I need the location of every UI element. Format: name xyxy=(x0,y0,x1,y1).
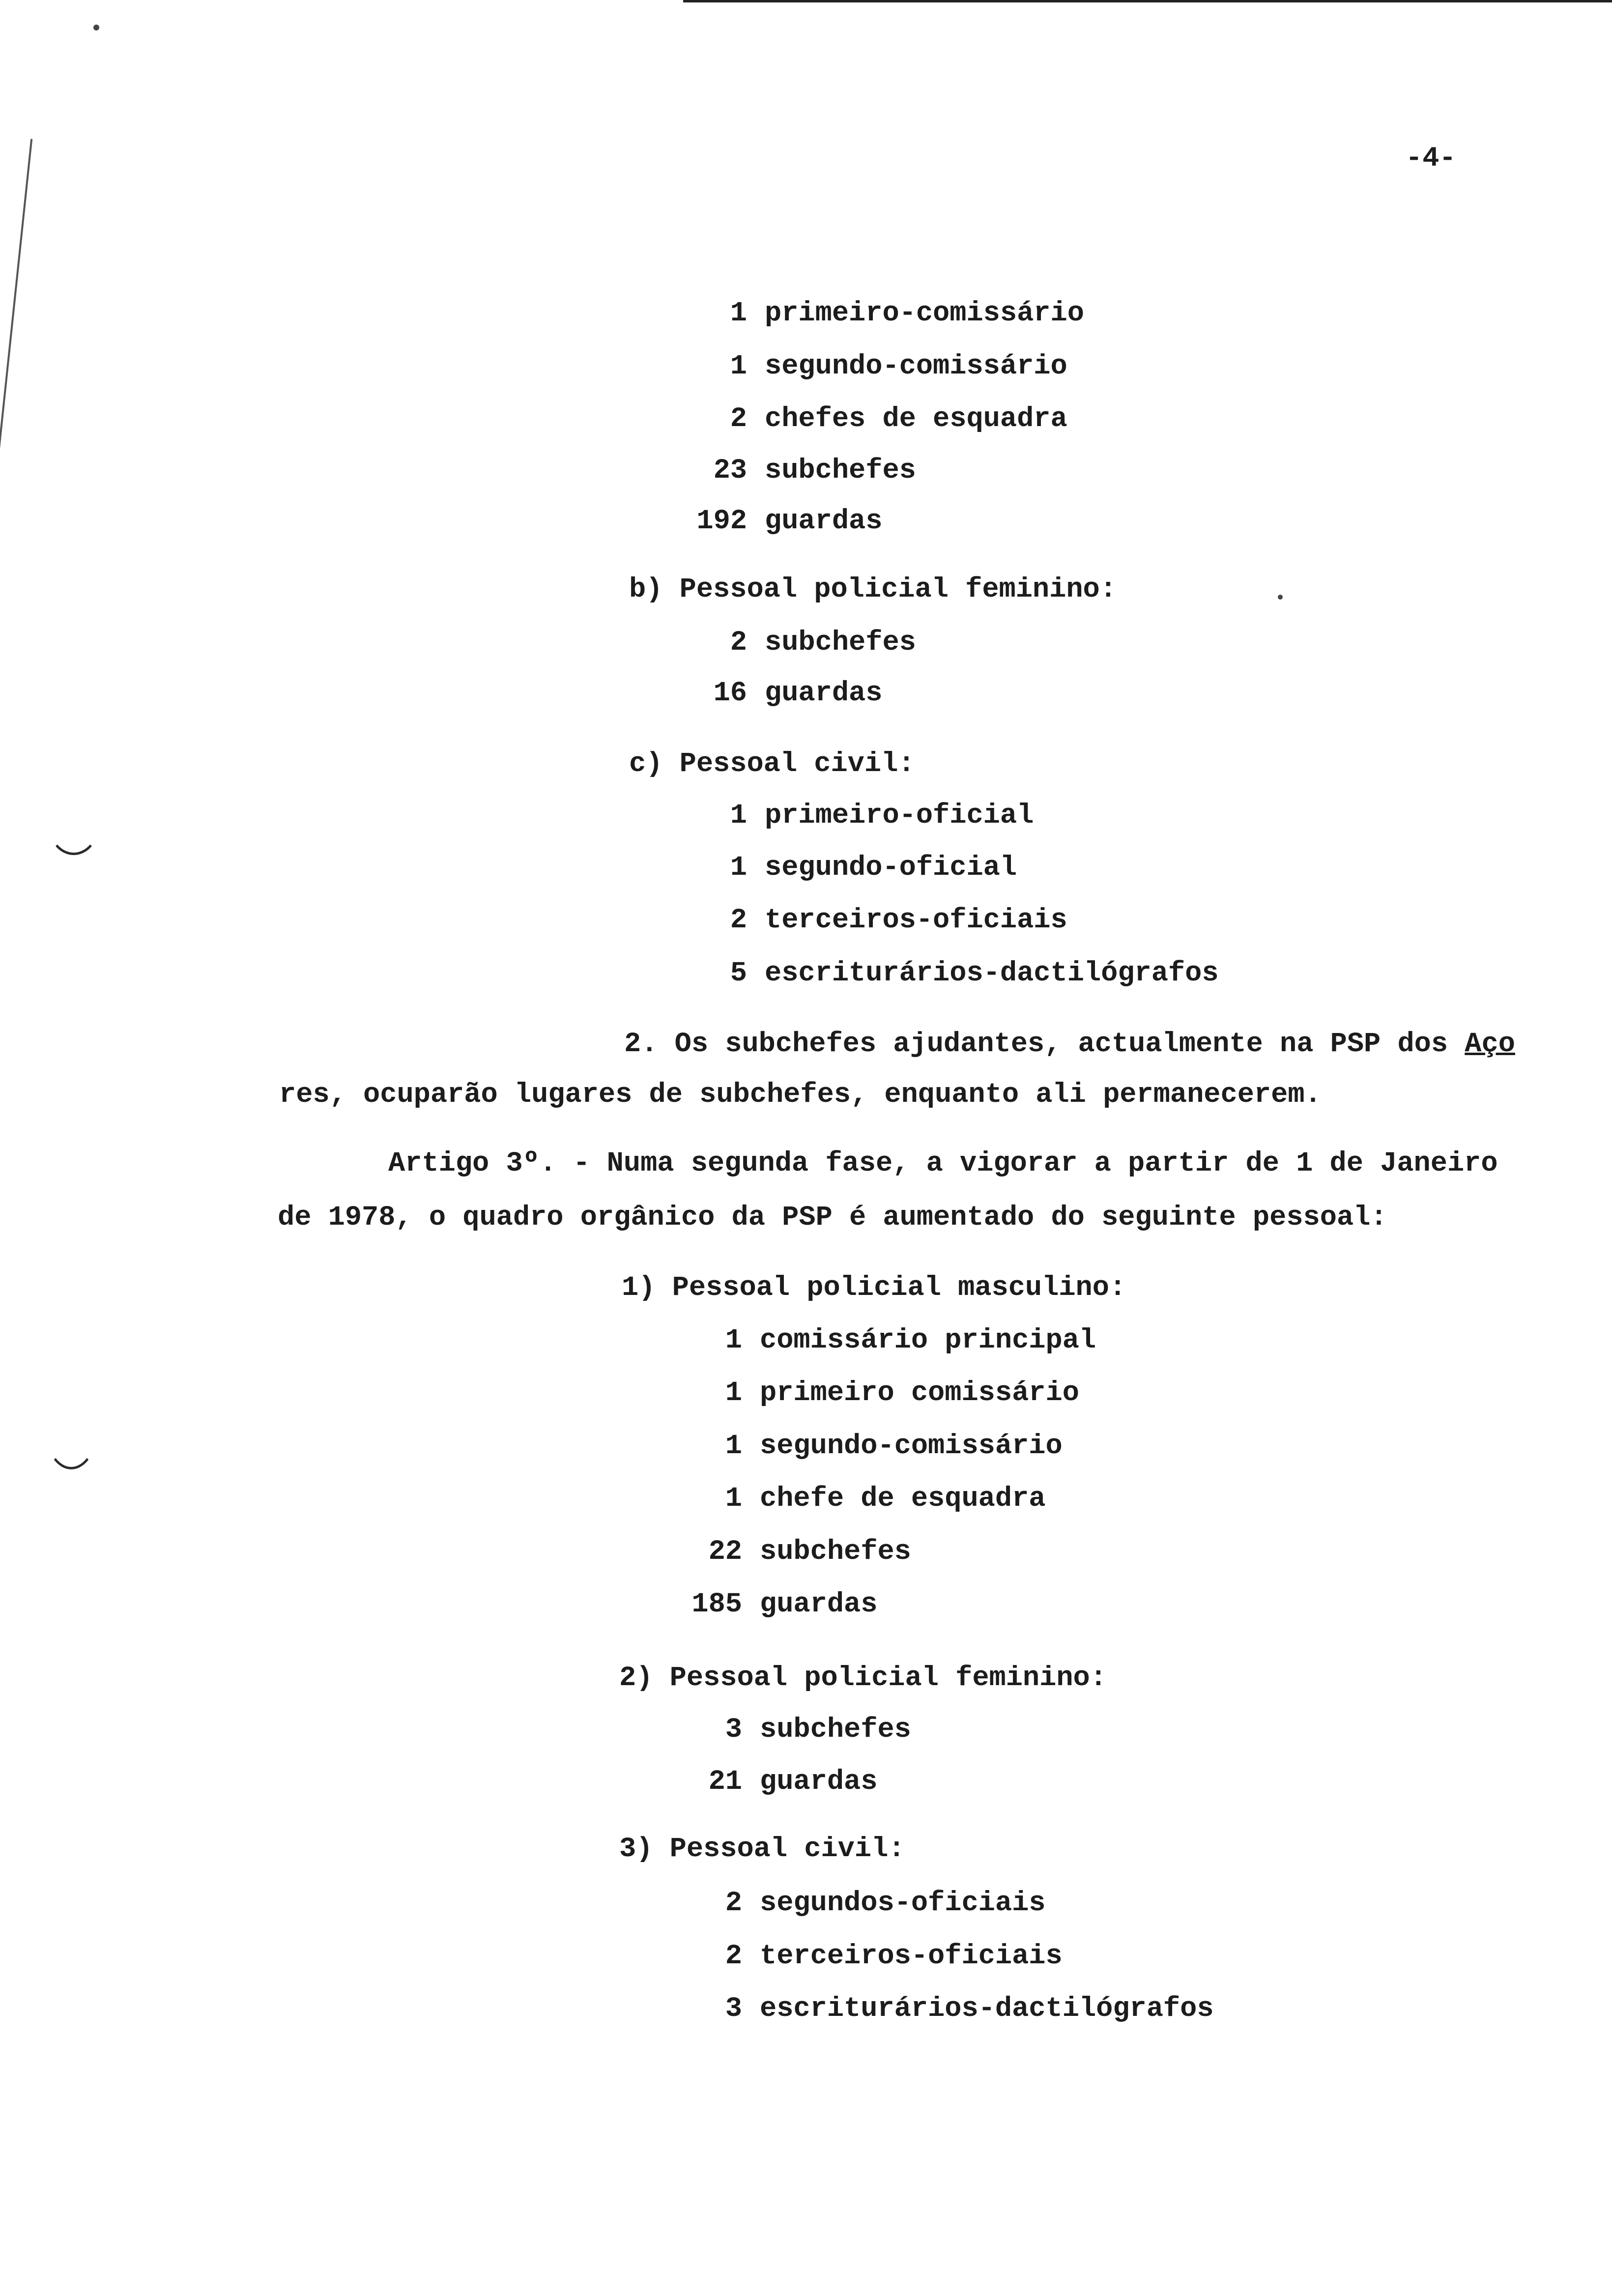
item-count: 185 xyxy=(691,1589,742,1620)
list-item xyxy=(691,1327,1096,1355)
item-label: guardas xyxy=(765,506,883,537)
list-item xyxy=(695,405,1067,433)
item-count: 1 xyxy=(730,351,747,382)
page-number: -4- xyxy=(1406,143,1456,174)
list-item xyxy=(691,1379,1079,1407)
item-count: 3 xyxy=(725,1993,742,2025)
item-count: 2 xyxy=(725,1888,742,1919)
section-b-heading: b) Pessoal policial feminino: xyxy=(629,574,1117,605)
item-count: 192 xyxy=(696,506,747,537)
paragraph-2-line-1 xyxy=(624,1031,1515,1059)
item-count: 22 xyxy=(708,1536,742,1568)
item-count: 1 xyxy=(725,1483,742,1515)
list-item xyxy=(691,1485,1046,1513)
section-3-heading: 3) Pessoal civil: xyxy=(619,1834,905,1865)
list-item xyxy=(695,508,882,536)
item-label: subchefes xyxy=(765,455,916,487)
item-count: 1 xyxy=(725,1378,742,1409)
item-label: subchefes xyxy=(765,627,916,659)
item-count: 1 xyxy=(730,298,747,329)
item-label: comissário principal xyxy=(760,1325,1096,1356)
item-count: 2 xyxy=(725,1941,742,1972)
item-label: guardas xyxy=(765,678,883,709)
hyphenated-word-start: Aço xyxy=(1465,1029,1515,1060)
item-label: guardas xyxy=(760,1766,878,1798)
item-count: 1 xyxy=(725,1431,742,1462)
item-label: subchefes xyxy=(760,1714,911,1746)
item-count: 3 xyxy=(725,1714,742,1746)
speck xyxy=(93,25,99,30)
item-label: terceiros-oficiais xyxy=(760,1941,1063,1972)
margin-punch-mark xyxy=(44,1386,98,1469)
list-item xyxy=(730,960,1219,988)
article-3-line-1: Artigo 3º. - Numa segunda fase, a vigorar a partir de 1 de Janeiro xyxy=(388,1148,1498,1179)
list-item xyxy=(708,1716,911,1744)
item-count: 2 xyxy=(730,627,747,659)
item-label: chefe de esquadra xyxy=(760,1483,1046,1515)
paragraph-2-line-2: res, ocuparão lugares de subchefes, enquanto ali permanecerem. xyxy=(279,1079,1322,1111)
item-label: segundo-oficial xyxy=(765,852,1017,884)
list-item xyxy=(695,300,1084,328)
item-count: 21 xyxy=(708,1766,742,1798)
top-rule xyxy=(683,0,1612,2)
list-item xyxy=(730,802,1034,830)
item-label: segundo-comissário xyxy=(765,351,1067,382)
item-count: 16 xyxy=(713,678,747,709)
speck xyxy=(1278,595,1283,600)
item-label: primeiro-oficial xyxy=(765,800,1034,832)
list-item xyxy=(713,629,916,657)
list-item xyxy=(691,1538,911,1566)
list-item xyxy=(695,353,1067,381)
list-item xyxy=(695,457,916,485)
list-item xyxy=(691,1433,1063,1461)
item-count: 5 xyxy=(730,958,747,989)
item-label: terceiros-oficiais xyxy=(765,905,1067,936)
item-label: primeiro-comissário xyxy=(765,298,1084,329)
list-item xyxy=(730,854,1017,882)
list-item xyxy=(730,907,1067,935)
margin-punch-mark xyxy=(47,786,101,855)
item-label: escriturários-dactilógrafos xyxy=(760,1993,1214,2025)
section-1-heading: 1) Pessoal policial masculino: xyxy=(622,1272,1126,1304)
section-2-heading: 2) Pessoal policial feminino: xyxy=(619,1663,1107,1694)
item-count: 2 xyxy=(730,905,747,936)
list-item xyxy=(725,1943,1063,1971)
item-count: 1 xyxy=(730,852,747,884)
article-3-line-2: de 1978, o quadro orgânico da PSP é aumentado do seguinte pessoal: xyxy=(278,1202,1387,1234)
item-count: 1 xyxy=(725,1325,742,1356)
list-item xyxy=(691,1591,877,1619)
item-label: primeiro comissário xyxy=(760,1378,1079,1409)
list-item xyxy=(725,1890,1046,1918)
list-item xyxy=(713,680,882,708)
item-count: 2 xyxy=(730,403,747,435)
list-item xyxy=(725,1995,1214,2023)
section-c-heading: c) Pessoal civil: xyxy=(629,748,915,780)
item-count: 1 xyxy=(730,800,747,832)
item-label: guardas xyxy=(760,1589,878,1620)
item-label: segundos-oficiais xyxy=(760,1888,1046,1919)
paragraph-text: 2. Os subchefes ajudantes, actualmente na PSP dos xyxy=(624,1029,1465,1060)
item-label: segundo-comissário xyxy=(760,1431,1063,1462)
list-item xyxy=(708,1768,877,1796)
item-label: escriturários-dactilógrafos xyxy=(765,958,1219,989)
item-label: chefes de esquadra xyxy=(765,403,1067,435)
margin-scratch xyxy=(0,139,32,628)
item-label: subchefes xyxy=(760,1536,911,1568)
item-count: 23 xyxy=(713,455,747,487)
